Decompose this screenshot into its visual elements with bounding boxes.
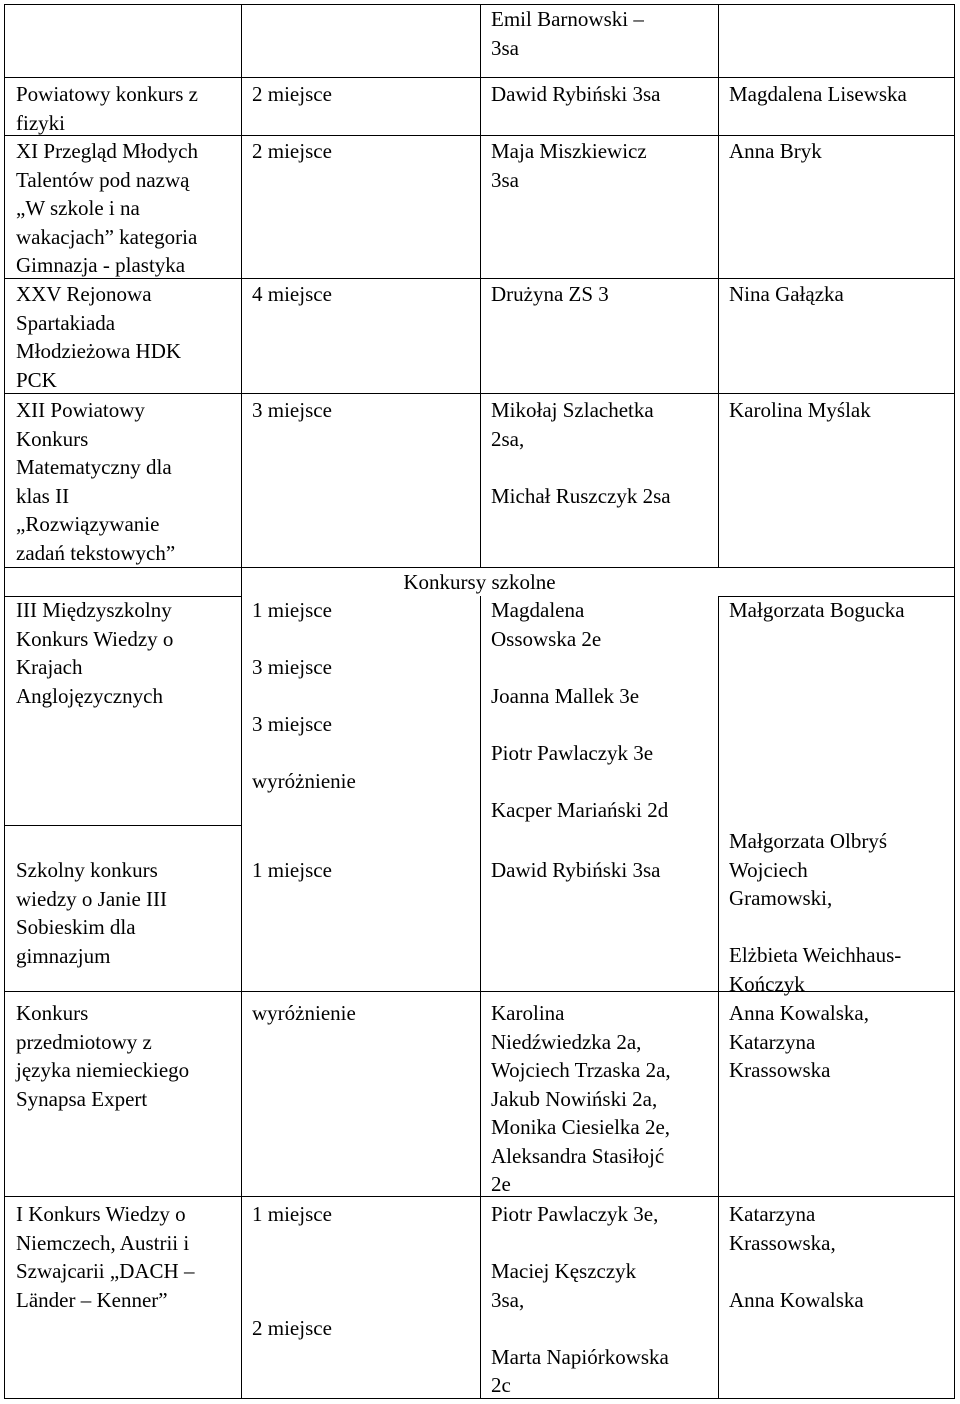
students-cell: Maciej Kęszczyk (491, 1259, 637, 1283)
result-cell: 3 miejsce (252, 655, 332, 679)
competition-cell: Szkolny konkurs (16, 858, 158, 882)
competition-cell: klas II (16, 483, 70, 508)
teachers-cell: Gramowski, (729, 886, 833, 910)
competition-cell: Matematyczny dla (16, 455, 172, 479)
teachers-cell: Krassowska, (729, 1230, 836, 1255)
students-cell: Dawid Rybiński 3sa (491, 858, 661, 882)
competition-cell: Konkurs Wiedzy o (16, 626, 174, 651)
teachers-cell: Kończyk (729, 971, 805, 996)
result-cell: wyróżnienie (252, 769, 356, 793)
competition-cell: PCK (16, 367, 57, 392)
competition-cell: Powiatowy konkurs z (16, 82, 198, 106)
students-cell: Michał Ruszczyk 2sa (491, 483, 671, 508)
students-cell: Piotr Pawlaczyk 3e, (491, 1202, 659, 1226)
students-cell: Wojciech Trzaska 2a, (491, 1058, 671, 1082)
teachers-cell: Katarzyna (729, 1029, 816, 1054)
students-cell: 2c (491, 1373, 511, 1397)
table-vertical-border (480, 596, 481, 1398)
students-cell: 2e (491, 1172, 511, 1196)
students-cell: Dawid Rybiński 3sa (491, 82, 661, 106)
teachers-cell: Magdalena Lisewska (729, 82, 907, 106)
competition-cell: „W szkole i na (16, 196, 140, 220)
table-horizontal-border (4, 77, 955, 78)
students-cell: 3sa (491, 35, 519, 60)
students-cell: Piotr Pawlaczyk 3e (491, 740, 654, 765)
competition-cell: I Konkurs Wiedzy o (16, 1202, 186, 1226)
teachers-cell: Anna Bryk (729, 139, 822, 163)
table-horizontal-border (4, 135, 955, 136)
teachers-cell: Karolina Myślak (729, 398, 871, 422)
students-cell: 2sa, (491, 426, 525, 451)
competition-cell: Sobieskim dla (16, 915, 136, 939)
students-cell: Marta Napiórkowska (491, 1344, 669, 1369)
competition-cell: Szwajcarii „DACH – (16, 1259, 195, 1283)
competition-cell: XII Powiatowy (16, 398, 145, 422)
table-vertical-border (4, 4, 5, 1398)
competition-cell: Konkurs (16, 426, 89, 451)
result-cell: 2 miejsce (252, 1316, 332, 1340)
table-vertical-border (954, 4, 955, 1398)
competition-cell: wakacjach” kategoria (16, 224, 198, 249)
competition-cell: „Rozwiązywanie (16, 512, 160, 536)
competition-cell: XI Przegląd Młodych (16, 139, 198, 163)
competition-cell: Konkurs (16, 1001, 89, 1025)
table-vertical-border (241, 4, 242, 1398)
teachers-cell: Anna Kowalska, (729, 1001, 869, 1025)
teachers-cell: Nina Gałązka (729, 282, 844, 306)
table-horizontal-border (4, 393, 955, 394)
result-cell: 2 miejsce (252, 139, 332, 163)
section-heading: Konkursy szkolne (403, 570, 556, 594)
competition-cell: Talentów pod nazwą (16, 167, 190, 192)
result-cell: 1 miejsce (252, 598, 332, 622)
teachers-cell: Wojciech (729, 857, 808, 882)
students-cell: Niedźwiedzka 2a, (491, 1029, 642, 1054)
competition-cell: Niemczech, Austrii i (16, 1230, 190, 1255)
competition-cell: fizyki (16, 110, 65, 135)
students-cell: Joanna Mallek 3e (491, 683, 640, 708)
competition-cell: Spartakiada (16, 310, 116, 335)
result-cell: 3 miejsce (252, 712, 332, 736)
competition-cell: Krajach (16, 655, 83, 679)
table-horizontal-border (4, 1398, 955, 1399)
competition-cell: Gimnazja - plastyka (16, 253, 186, 277)
teachers-cell: Krassowska (729, 1058, 831, 1082)
competition-cell: XXV Rejonowa (16, 282, 152, 306)
table-vertical-border (480, 4, 481, 567)
teachers-cell: Katarzyna (729, 1202, 816, 1226)
result-cell: 1 miejsce (252, 1202, 332, 1226)
result-cell: 3 miejsce (252, 398, 332, 422)
students-cell: Karolina (491, 1001, 565, 1025)
teachers-cell: Małgorzata Bogucka (729, 598, 905, 622)
students-cell: Mikołaj Szlachetka (491, 398, 654, 422)
competition-cell: Synapsa Expert (16, 1086, 148, 1111)
table-vertical-border (718, 4, 719, 567)
competition-cell: Młodzieżowa HDK (16, 339, 182, 363)
table-horizontal-border (4, 1196, 955, 1197)
teachers-cell: Elżbieta Weichhaus- (729, 943, 902, 967)
competition-cell: gimnazjum (16, 943, 111, 968)
result-cell: 2 miejsce (252, 82, 332, 106)
teachers-cell: Małgorzata Olbryś (729, 829, 888, 853)
table-horizontal-border (4, 825, 241, 826)
competition-cell: Anglojęzycznych (16, 683, 163, 708)
competition-cell: zadań tekstowych” (16, 540, 176, 565)
students-cell: Maja Miszkiewicz (491, 139, 647, 163)
competition-cell: Länder – Kenner” (16, 1287, 168, 1312)
competition-cell: przedmiotowy z (16, 1029, 152, 1054)
students-cell: Drużyna ZS 3 (491, 282, 609, 306)
competition-cell: wiedzy o Janie III (16, 886, 168, 911)
students-cell: Jakub Nowiński 2a, (491, 1086, 658, 1111)
table-horizontal-border (4, 991, 955, 992)
table-horizontal-border (4, 4, 955, 5)
table-vertical-border (718, 596, 719, 1398)
competition-cell: języka niemieckiego (16, 1058, 190, 1082)
students-cell: Monika Ciesielka 2e, (491, 1115, 671, 1139)
teachers-cell: Anna Kowalska (729, 1287, 864, 1312)
students-cell: 3sa (491, 167, 519, 192)
result-cell: wyróżnienie (252, 1001, 356, 1025)
students-cell: Emil Barnowski – (491, 7, 644, 31)
students-cell: Kacper Mariański 2d (491, 797, 669, 822)
competition-cell: III Międzyszkolny (16, 598, 172, 622)
result-cell: 4 miejsce (252, 282, 332, 306)
students-cell: Magdalena (491, 598, 585, 622)
students-cell: Ossowska 2e (491, 626, 602, 651)
result-cell: 1 miejsce (252, 858, 332, 882)
students-cell: 3sa, (491, 1287, 525, 1312)
students-cell: Aleksandra Stasiłojć (491, 1143, 665, 1168)
